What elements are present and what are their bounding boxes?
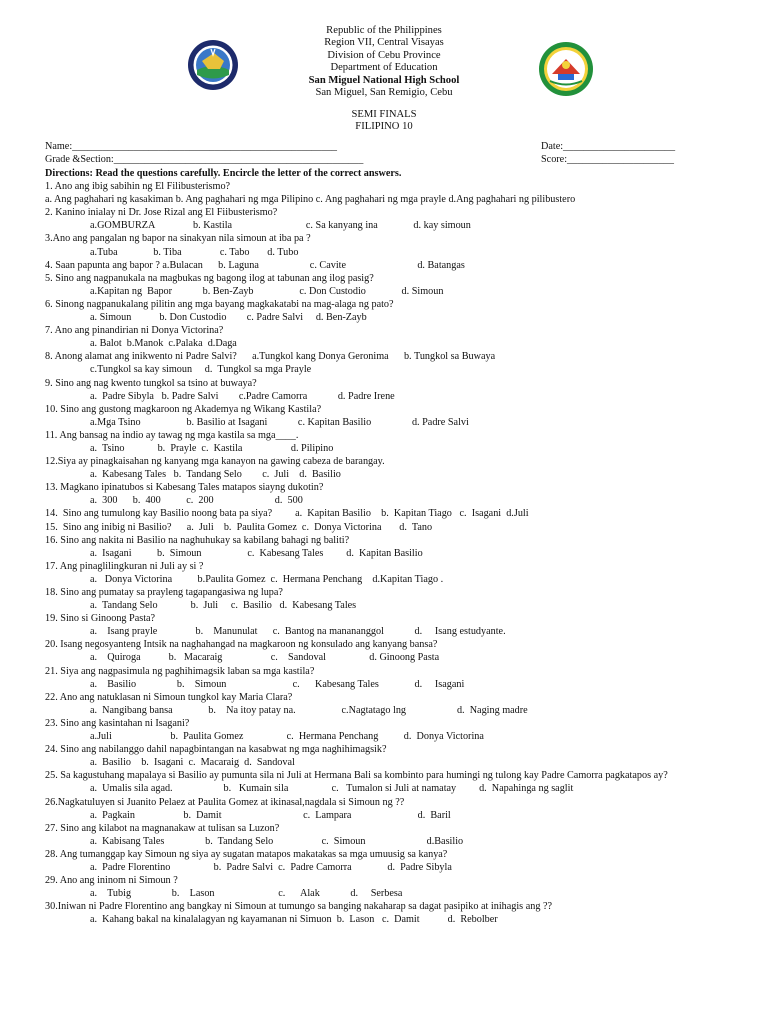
question-line: 10. Sino ang gustong magkaroon ng Akademya ng Wikang Kastila? — [45, 403, 322, 415]
question-line: 5. Sino ang nagpanukala na magbukas ng bagong ilog at tabunan ang ilog pasig? — [45, 272, 374, 284]
school-address: San Miguel, San Remigio, Cebu — [315, 87, 453, 99]
question-line: 25. Sa kagustuhang mapalaya si Basilio ay pumunta sila ni Juli at Hermana Bali sa kombinto para humingi ng tulong kay Padre Camorra pagkatapos ay? — [45, 770, 668, 782]
choice-line: c.Tungkol sa kay simoun d. Tungkol sa mga Prayle — [90, 364, 312, 376]
question-line: 24. Sino ang nabilanggo dahil napagbintangan na kasabwat ng mga naghihimagsik? — [45, 744, 387, 756]
choice-line: a. Padre Sibyla b. Padre Salvi c.Padre Camorra d. Padre Irene — [90, 390, 395, 402]
choice-line: a. Kahang bakal na kinalalagyan ng kayamanan ni Simuon b. Lason c. Damit d. Rebolber — [90, 914, 498, 926]
exam-title: SEMI FINALS — [351, 109, 417, 121]
question-line: 11. Ang bansag na indio ay tawag ng mga kastila sa mga____. — [45, 429, 299, 441]
question-line: 7. Ano ang pinandirian ni Donya Victorina? — [45, 325, 224, 337]
choice-line: a.Tuba b. Tiba c. Tabo d. Tubo — [90, 246, 299, 258]
choice-line: a. Nangibang bansa b. Na itoy patay na. c.Nagtatago lng d. Naging madre — [90, 704, 528, 716]
choice-line: a. Quiroga b. Macaraig c. Sandoval d. Ginoong Pasta — [90, 652, 440, 664]
question-line: 16. Sino ang nakita ni Basilio na naghuhukay sa kabilang bahagi ng baliti? — [45, 534, 350, 546]
letterhead — [0, 25, 768, 134]
choice-line: a. Simoun b. Don Custodio c. Padre Salvi d. Ben-Zayb — [90, 312, 367, 324]
date-field[interactable]: Date:______________________ — [541, 141, 676, 152]
choice-line: a. Tsino b. Prayle c. Kastila d. Pilipino — [90, 442, 334, 454]
choice-line: a. Basilio b. Simoun c. Kabesang Tales d. Isagani — [90, 678, 465, 690]
choice-line: a. Tandang Selo b. Juli c. Basilio d. Kabesang Tales — [90, 600, 357, 612]
choice-line: a. Isagani b. Simoun c. Kabesang Tales d. Kapitan Basilio — [90, 547, 423, 559]
exam-subject: FILIPINO 10 — [355, 121, 413, 133]
question-line: 17. Ang pinaglilingkuran ni Juli ay si ? — [45, 560, 204, 572]
question-line: 30.Iniwan ni Padre Florentino ang bangkay ni Simoun at tumungo sa banging nakaharap sa dagat pasipiko at inihagis ang ?? — [45, 901, 552, 913]
choice-line: a.GOMBURZA b. Kastila c. Sa kanyang ina d. kay simoun — [90, 220, 471, 232]
question-line: 27. Sino ang kilabot na magnanakaw at tulisan sa Luzon? — [45, 822, 280, 834]
grade-section-field[interactable]: Grade &Section:_________________________________________________ — [45, 153, 364, 165]
directions: Directions: Read the questions carefully. Encircle the letter of the correct answers. — [45, 168, 402, 179]
region-line: Region VII, Central Visayas — [324, 37, 444, 49]
name-field[interactable]: Name:____________________________________________________ — [45, 141, 338, 152]
question-line: 18. Sino ang pumatay sa prayleng tagapangasiwa ng lupa? — [45, 587, 283, 598]
question-line: 22. Ano ang natuklasan ni Simoun tungkol kay Maria Clara? — [45, 691, 293, 703]
choice-line: a.Kapitan ng Bapor b. Ben-Zayb c. Don Custodio d. Simoun — [90, 285, 444, 297]
question-line: 6. Sinong nagpanukalang pilitin ang mga bayang magkakatabi na mag-alaga ng pato? — [45, 298, 394, 310]
choice-line: a. Tubig b. Lason c. Alak d. Serbesa — [90, 888, 403, 900]
choice-line: a. Balot b.Manok c.Palaka d.Daga — [90, 338, 237, 350]
question-line: 14. Sino ang tumulong kay Basilio noong bata pa siya? a. Kapitan Basilio b. Kapitan Tiago c. Isagani d.Juli — [45, 508, 529, 520]
question-line: 20. Isang negosyanteng Intsik na naghahangad na magkaroon ng konsulado ang kanyang bansa? — [45, 639, 438, 651]
student-info — [45, 140, 725, 166]
choice-line: a. Basilio b. Isagani c. Macaraig d. Sandoval — [90, 757, 295, 769]
choice-line: a. Ang paghahari ng kasakiman b. Ang paghahari ng mga Pilipino c. Ang paghahari ng mga prayle d.Ang paghahari ng pilibustero — [45, 194, 576, 206]
choice-line: a. Kabesang Tales b. Tandang Selo c. Juli d. Basilio — [90, 469, 341, 481]
score-field[interactable]: Score:_____________________ — [541, 153, 674, 165]
department-line: Department of Education — [330, 62, 438, 74]
question-line: 21. Siya ang nagpasimula ng paghihimagsik laban sa mga kastila? — [45, 665, 315, 677]
choice-line: a. Kabisang Tales b. Tandang Selo c. Simoun d.Basilio — [90, 835, 464, 847]
question-line: 4. Saan papunta ang bapor ? a.Bulacan b. Laguna c. Cavite d. Batangas — [45, 259, 465, 271]
question-line: 12.Siya ay pinagkaisahan ng kanyang mga kanayon na gawing cabeza de barangay. — [45, 456, 385, 468]
choice-line: a. Padre Florentino b. Padre Salvi c. Padre Camorra d. Padre Sibyla — [90, 861, 452, 873]
question-line: 29. Ano ang ininom ni Simoun ? — [45, 875, 178, 887]
choice-line: a. Umalis sila agad. b. Kumain sila c. Tumalon si Juli at namatay d. Napahinga ng saglit — [90, 783, 574, 795]
republic-line: Republic of the Philippines — [326, 25, 442, 36]
questions — [45, 167, 727, 926]
choice-line: a. Isang prayle b. Manunulat c. Bantog na manananggol d. Isang estudyante. — [90, 626, 506, 638]
question-line: 19. Sino si Ginoong Pasta? — [45, 613, 156, 625]
choice-line: a. Donya Victorina b.Paulita Gomez c. Hermana Penchang d.Kapitan Tiago . — [90, 573, 444, 585]
question-line: 28. Ang tumanggap kay Simoun ng siya ay sugatan matapos makatakas sa mga umuusig sa kanya? — [45, 848, 448, 860]
choice-line: a. 300 b. 400 c. 200 d. 500 — [90, 495, 303, 507]
choice-line: a.Mga Tsino b. Basilio at Isagani c. Kapitan Basilio d. Padre Salvi — [90, 416, 469, 428]
question-line: 9. Sino ang nag kwento tungkol sa tsino at buwaya? — [45, 377, 257, 389]
question-line: 8. Anong alamat ang inikwento ni Padre Salvi? a.Tungkol kang Donya Geronima b. Tungkol sa Buwaya — [45, 351, 496, 363]
school-name: San Miguel National High School — [308, 74, 460, 86]
question-line: 2. Kanino inialay ni Dr. Jose Rizal ang El Fiibusterismo? — [45, 207, 278, 219]
question-line: 1. Ano ang ibig sabihin ng El Filibusterismo? — [45, 181, 231, 193]
choice-line: a.Juli b. Paulita Gomez c. Hermana Penchang d. Donya Victorina — [90, 731, 484, 743]
question-line: 13. Magkano ipinatubos si Kabesang Tales matapos siayng dukotin? — [45, 482, 324, 494]
question-line: 26.Nagkatuluyen si Juanito Pelaez at Paulita Gomez at ikinasal,nagdala si Simoun ng ?? — [45, 796, 405, 808]
choice-line: a. Pagkain b. Damit c. Lampara d. Baril — [90, 809, 451, 821]
question-line: 15. Sino ang inibig ni Basilio? a. Juli b. Paulita Gomez c. Donya Victorina d. Tano — [45, 521, 433, 533]
division-line: Division of Cebu Province — [327, 49, 441, 61]
question-line: 23. Sino ang kasintahan ni Isagani? — [45, 717, 190, 729]
question-line: 3.Ano ang pangalan ng bapor na sinakyan nila simoun at iba pa ? — [45, 233, 311, 245]
